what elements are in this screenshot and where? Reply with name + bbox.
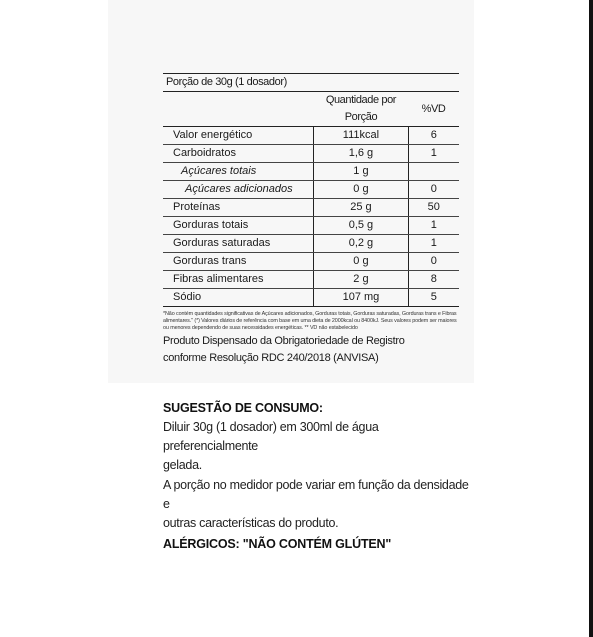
portion-note xyxy=(163,476,473,533)
nutrient-quantity: 2 g xyxy=(314,271,408,289)
allergens-notice: ALÉRGICOS: "NÃO CONTÉM GLÚTEN" xyxy=(163,537,392,551)
header-quantity: Quantidade por Porção xyxy=(314,92,408,127)
usage-line-1: Diluir 30g (1 dosador) em 300ml de água preferencialmente xyxy=(163,420,379,453)
usage-heading: SUGESTÃO DE CONSUMO: xyxy=(163,401,323,415)
table-header-row xyxy=(163,92,459,127)
table-row xyxy=(163,145,459,163)
portion-size: Porção de 30g (1 dosador) xyxy=(163,73,459,92)
nutrient-vd: 1 xyxy=(408,235,459,253)
nutrient-name: Gorduras trans xyxy=(163,253,314,271)
nutrient-vd: 8 xyxy=(408,271,459,289)
table-row xyxy=(163,289,459,307)
table-row xyxy=(163,235,459,253)
nutrient-vd: 5 xyxy=(408,289,459,307)
table-row xyxy=(163,217,459,235)
nutrient-name: Sódio xyxy=(163,289,314,307)
nutrient-name: Carboidratos xyxy=(163,145,314,163)
nutrient-quantity: 0,5 g xyxy=(314,217,408,235)
header-vd: %VD xyxy=(408,92,459,127)
nutrient-name: Proteínas xyxy=(163,199,314,217)
portion-note-line-2: outras características do produto. xyxy=(163,516,339,530)
nutrient-vd: 1 xyxy=(408,217,459,235)
nutrient-quantity: 107 mg xyxy=(314,289,408,307)
nutrient-vd: 0 xyxy=(408,181,459,199)
usage-section xyxy=(163,399,473,475)
nutrition-footnote: *Não contém quantidades significativas de Açúcares adicionados, Gorduras totais, Gorduras saturadas, Gorduras trans e Fibras alimentares." (*) Valores diários de referência com base em uma dieta de 2000kcal ou 8400kJ. Seus valores podem ser maiores ou menores dependendo de suas necessidades energéticas. ** VD não estabelecido xyxy=(163,311,457,331)
nutrient-name: Gorduras saturadas xyxy=(163,235,314,253)
nutrition-facts-table xyxy=(163,73,459,332)
header-nutrient xyxy=(163,92,314,127)
table-row xyxy=(163,163,459,181)
nutrient-vd: 6 xyxy=(408,127,459,145)
registry-line-2: conforme Resolução RDC 240/2018 (ANVISA) xyxy=(163,352,379,364)
nutrient-name: Açúcares adicionados xyxy=(163,181,314,199)
table-row xyxy=(163,199,459,217)
nutrient-quantity: 0 g xyxy=(314,181,408,199)
nutrient-vd: 50 xyxy=(408,199,459,217)
nutrient-quantity: 0 g xyxy=(314,253,408,271)
nutrient-name: Fibras alimentares xyxy=(163,271,314,289)
nutrient-name: Açúcares totais xyxy=(163,163,314,181)
nutrient-quantity: 1 g xyxy=(314,163,408,181)
page-edge xyxy=(589,0,593,637)
nutrient-quantity: 0,2 g xyxy=(314,235,408,253)
registry-notice xyxy=(163,333,463,367)
nutrient-quantity: 25 g xyxy=(314,199,408,217)
nutrient-vd: 1 xyxy=(408,145,459,163)
table-row xyxy=(163,127,459,145)
nutrient-name: Gorduras totais xyxy=(163,217,314,235)
usage-line-2: gelada. xyxy=(163,458,202,472)
nutrient-vd xyxy=(408,163,459,181)
table-row xyxy=(163,271,459,289)
portion-note-line-1: A porção no medidor pode variar em função da densidade e xyxy=(163,478,469,511)
table-row xyxy=(163,253,459,271)
nutrient-quantity: 1,6 g xyxy=(314,145,408,163)
nutrient-quantity: 111kcal xyxy=(314,127,408,145)
table-row xyxy=(163,181,459,199)
registry-line-1: Produto Dispensado da Obrigatoriedade de Registro xyxy=(163,335,405,347)
nutrient-name: Valor energético xyxy=(163,127,314,145)
nutrient-vd: 0 xyxy=(408,253,459,271)
